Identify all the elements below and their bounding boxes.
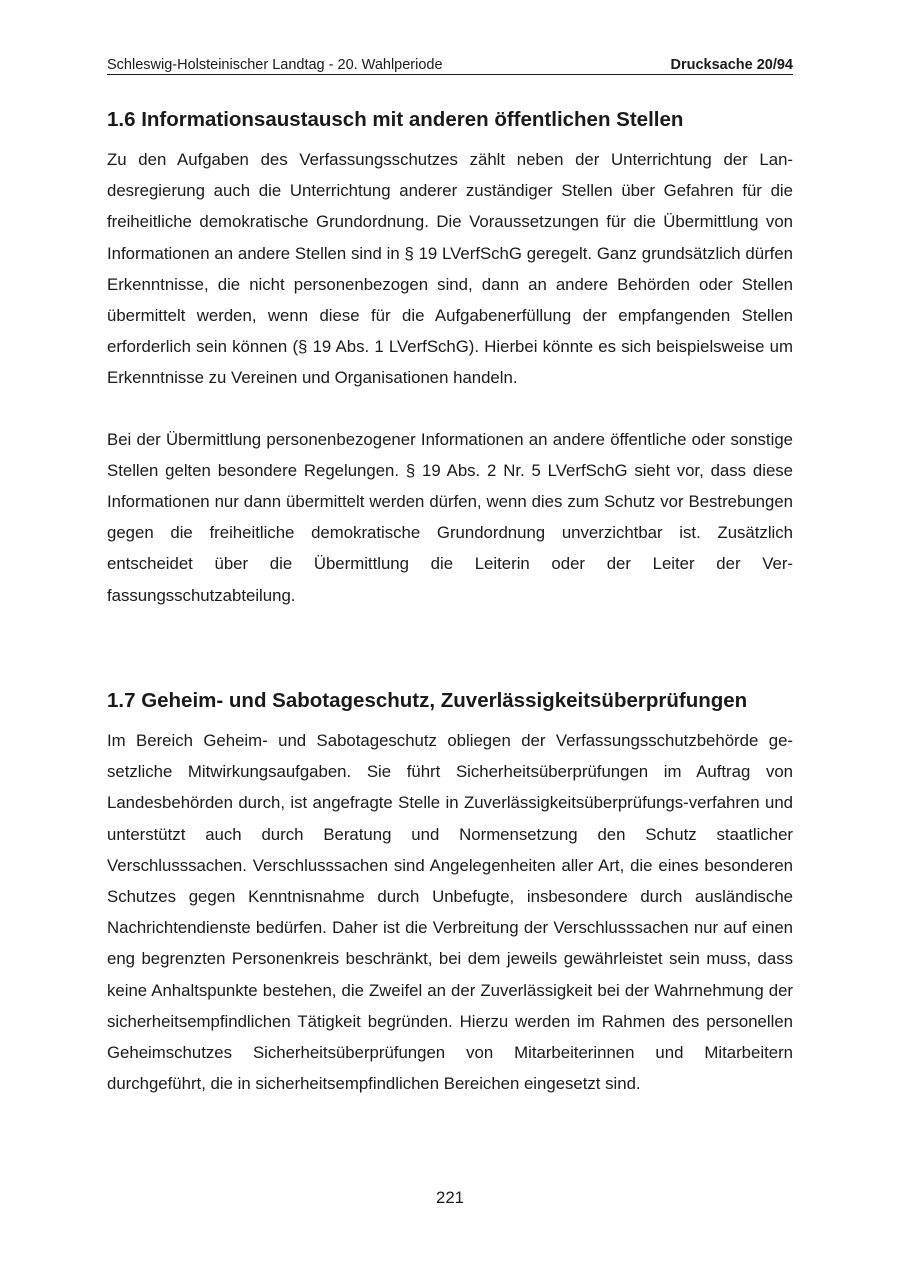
paragraph: Zu den Aufgaben des Verfassungsschutzes zählt neben der Unterrichtung der Landesregierung auch die Unterrichtung anderer zuständiger Stellen über Gefahren für die freiheitliche demokratische Grundordnung. Die Voraussetzungen für die Übermittlung von Informationen an andere Stellen sind in § 19 LVerfSchG geregelt. Ganz grundsätzlich dürfen Erkenntnisse, die nicht personenbezogen sind, dann an andere Behörden oder Stellen übermittelt werden, wenn diese für die Aufgabenerfüllung der empfangenden Stellen erforderlich sein können (§ 19 Abs. 1 LVerfSchG). Hierbei könnte es sich beispielsweise um Erkenntnisse zu Vereinen und Organisationen handeln.	[107, 150, 793, 388]
section-heading: 1.6 Informationsaustausch mit anderen öffentlichen Stellen	[107, 108, 684, 131]
section-1-7	[107, 685, 793, 1099]
running-header	[107, 54, 793, 75]
paragraph: Im Bereich Geheim- und Sabotageschutz obliegen der Verfassungsschutzbehörde gesetzliche Mitwirkungsaufgaben. Sie führt Sicherheitsüberprüfungen im Auftrag von Landesbehörden durch, ist angefragte Stelle in Zuverlässigkeitsüberprüfungs-verfahren und unterstützt auch durch Beratung und Normensetzung den Schutz staatlicher Verschlusssachen. Verschlusssachen sind Angelegenheiten aller Art, die eines besonderen Schutzes gegen Kenntnisnahme durch Unbefugte, insbesondere durch ausländische Nachrichtendienste bedürfen. Daher ist die Verbreitung der Verschlusssachen nur auf einen eng begrenzten Personenkreis beschränkt, bei dem jeweils gewährleistet sein muss, dass keine Anhaltspunkte bestehen, die Zweifel an der Zuverlässigkeit bei der Wahrnehmung der sicherheitsempfindlichen Tätigkeit begründen. Hierzu werden im Rahmen des personellen Geheimschutzes Sicherheitsüberprüfungen von Mitarbeiterinnen und Mitarbeitern durchgeführt, die in sicherheitsempfindlichen Bereichen eingesetzt sind.	[107, 731, 793, 1094]
section-1-6	[107, 104, 793, 611]
paragraph: Bei der Übermittlung personenbezogener Informationen an andere öffentliche oder sonstige Stellen gelten besondere Regelungen. § 19 Abs. 2 Nr. 5 LVerfSchG sieht vor, dass diese Informationen nur dann übermittelt werden dürfen, wenn dies zum Schutz vor Bestrebungen gegen die freiheitliche demokratische Grundordnung unverzichtbar ist. Zusätzlich entscheidet über die Übermittlung die Leiterin oder der Leiter der Verfassungsschutzabteilung.	[107, 429, 793, 605]
page-number: 221	[436, 1188, 464, 1207]
section-heading: 1.7 Geheim- und Sabotageschutz, Zuverlässigkeitsüberprüfungen	[107, 689, 748, 712]
header-parliament-title: Schleswig-Holsteinischer Landtag - 20. Wahlperiode	[107, 57, 443, 73]
header-document-number: Drucksache 20/94	[670, 57, 793, 73]
